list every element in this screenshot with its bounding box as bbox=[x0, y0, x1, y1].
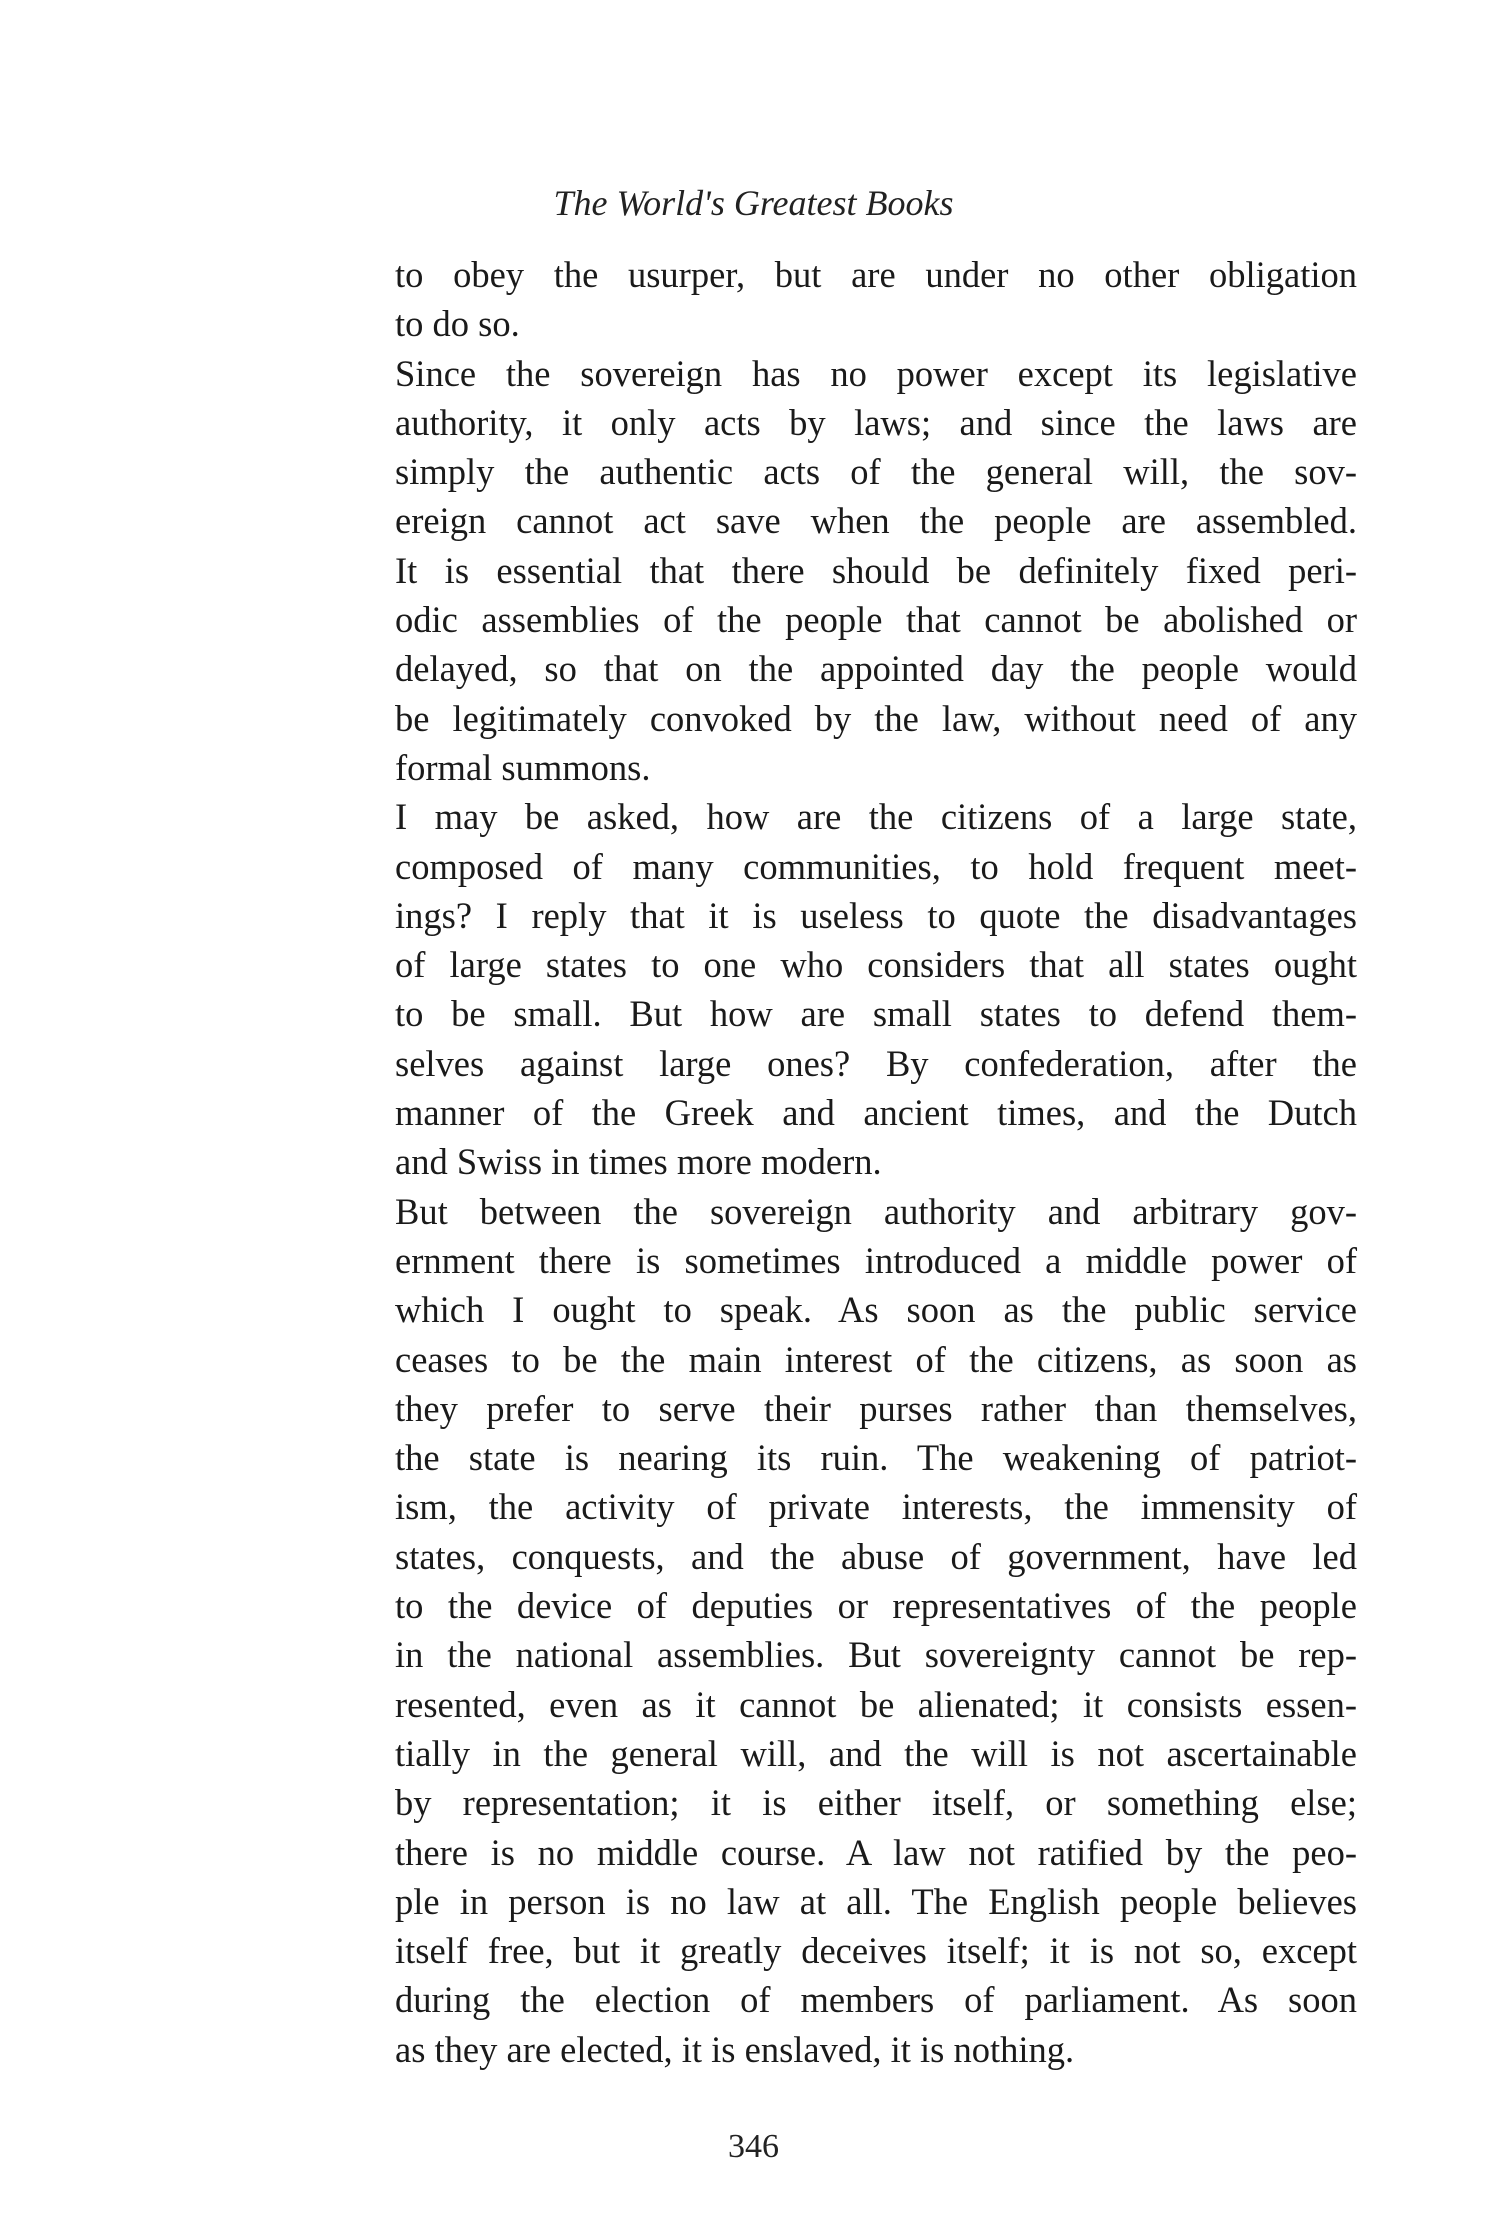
text-line: during the election of members of parliament. As soon bbox=[395, 1979, 1357, 2021]
text-line: It is essential that there should be definitely fixed peri- bbox=[395, 549, 1357, 591]
text-line: to do so. bbox=[395, 303, 520, 345]
text-line: ceases to be the main interest of the citizens, as soon as bbox=[395, 1338, 1357, 1380]
text-line: Since the sovereign has no power except its legislative bbox=[395, 352, 1357, 394]
text-line: authority, it only acts by laws; and since the laws are bbox=[395, 401, 1357, 443]
paragraph bbox=[395, 250, 1357, 349]
text-line: ernment there is sometimes introduced a middle power of bbox=[395, 1239, 1357, 1281]
text-line: which I ought to speak. As soon as the public service bbox=[395, 1289, 1357, 1331]
paragraph bbox=[395, 349, 1357, 793]
text-line: be legitimately convoked by the law, without need of any bbox=[395, 697, 1357, 739]
text-line: ings? I reply that it is useless to quote the disadvantages bbox=[395, 894, 1357, 936]
text-line: manner of the Greek and ancient times, and the Dutch bbox=[395, 1092, 1357, 1134]
text-line: states, conquests, and the abuse of government, have led bbox=[395, 1535, 1357, 1577]
body-text bbox=[395, 250, 1357, 2074]
text-line: But between the sovereign authority and arbitrary gov- bbox=[395, 1190, 1357, 1232]
text-line: composed of many communities, to hold frequent meet- bbox=[395, 845, 1357, 887]
text-line: formal summons. bbox=[395, 746, 651, 788]
text-line: by representation; it is either itself, or something else; bbox=[395, 1782, 1357, 1824]
text-line: as they are elected, it is enslaved, it is nothing. bbox=[395, 2028, 1075, 2070]
text-line: there is no middle course. A law not ratified by the peo- bbox=[395, 1831, 1357, 1873]
text-line: to be small. But how are small states to defend them- bbox=[395, 993, 1357, 1035]
paragraph bbox=[395, 792, 1357, 1186]
text-line: tially in the general will, and the will is not ascertainable bbox=[395, 1732, 1357, 1774]
text-line: ple in person is no law at all. The English people believes bbox=[395, 1880, 1357, 1922]
text-line: resented, even as it cannot be alienated; it consists essen- bbox=[395, 1683, 1357, 1725]
text-line: in the national assemblies. But sovereignty cannot be rep- bbox=[395, 1634, 1357, 1676]
text-line: itself free, but it greatly deceives itself; it is not so, except bbox=[395, 1930, 1357, 1972]
page-number: 346 bbox=[728, 2128, 779, 2165]
text-line: to obey the usurper, but are under no other obligation bbox=[395, 254, 1357, 295]
running-header: The World's Greatest Books bbox=[553, 183, 954, 223]
text-line: they prefer to serve their purses rather than themselves, bbox=[395, 1387, 1357, 1429]
text-line: ism, the activity of private interests, the immensity of bbox=[395, 1486, 1357, 1528]
text-line: of large states to one who considers that all states ought bbox=[395, 944, 1357, 986]
text-line: simply the authentic acts of the general will, the sov- bbox=[395, 451, 1357, 493]
text-line: and Swiss in times more modern. bbox=[395, 1141, 882, 1183]
paragraph bbox=[395, 1187, 1357, 2074]
text-line: to the device of deputies or representatives of the people bbox=[395, 1585, 1357, 1627]
text-line: selves against large ones? By confederation, after the bbox=[395, 1042, 1357, 1084]
text-line: ereign cannot act save when the people are assembled. bbox=[395, 500, 1357, 542]
text-line: the state is nearing its ruin. The weakening of patriot- bbox=[395, 1437, 1357, 1479]
text-line: odic assemblies of the people that cannot be abolished or bbox=[395, 599, 1357, 641]
text-line: I may be asked, how are the citizens of a large state, bbox=[395, 796, 1357, 838]
text-line: delayed, so that on the appointed day the people would bbox=[395, 648, 1357, 690]
